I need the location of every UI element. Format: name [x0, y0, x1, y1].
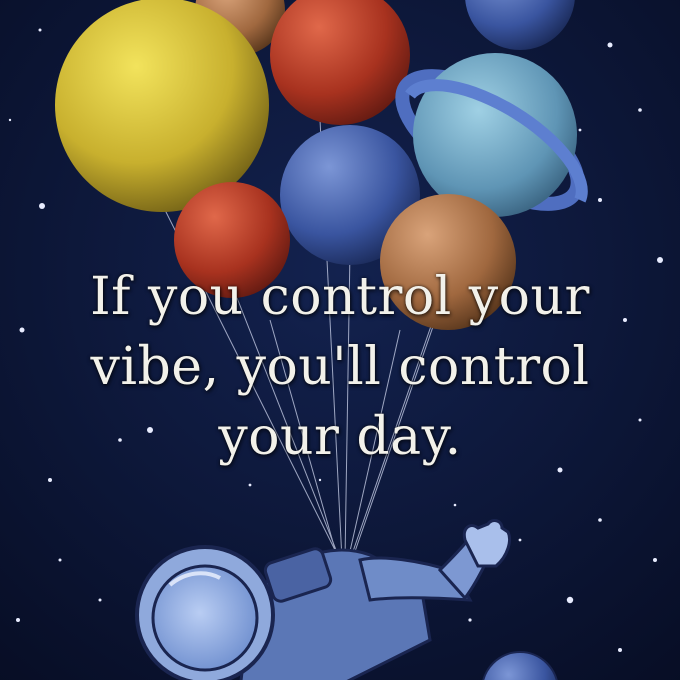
helmet-visor: [153, 566, 257, 670]
yellow-planet: [55, 0, 269, 212]
quote-text: [0, 262, 680, 472]
quote-line-1: If you control your: [90, 267, 590, 327]
quote-line-3: your day.: [218, 407, 462, 467]
quote-line-2: vibe, you'll control: [90, 337, 590, 397]
